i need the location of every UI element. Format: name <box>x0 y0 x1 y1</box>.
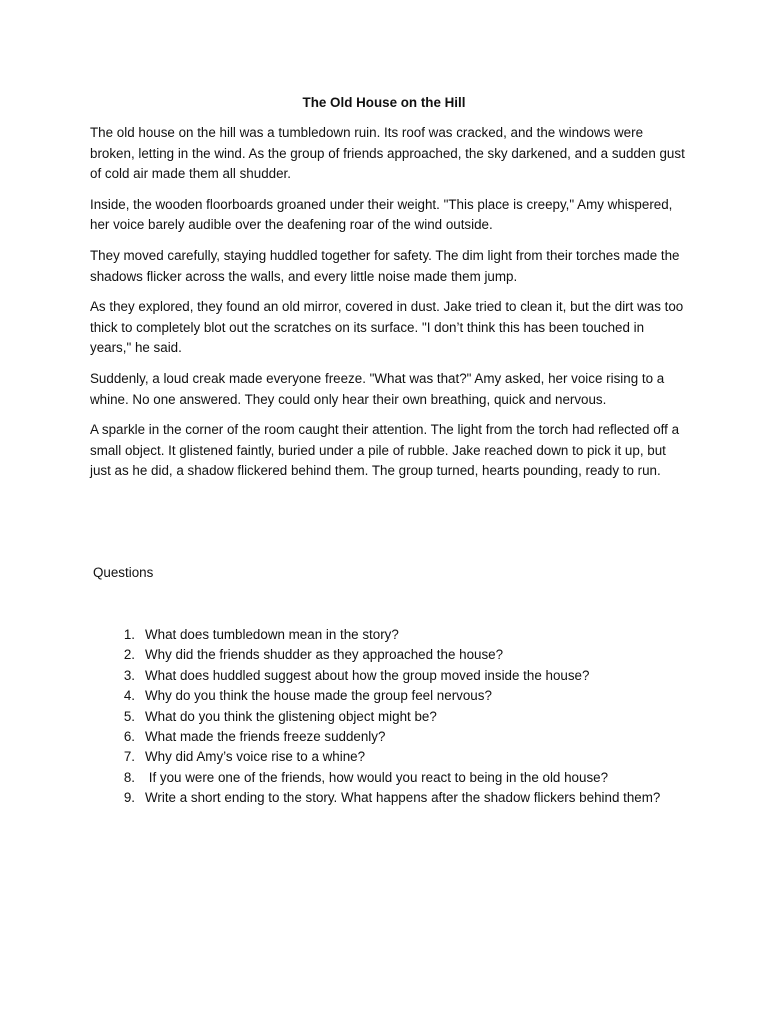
question-list <box>105 625 685 809</box>
story-paragraph: Suddenly, a loud creak made everyone freeze. "What was that?" Amy asked, her voice rising to a whine. No one answered. They could only hear their own breathing, quick and nervous. <box>90 370 665 407</box>
question-text: Why do you think the house made the group feel nervous? <box>145 688 492 704</box>
story-paragraph: The old house on the hill was a tumbledown ruin. Its roof was cracked, and the windows were broken, letting in the wind. As the group of friends approached, the sky darkened, and a sudden gust of cold air made them all shudder. <box>90 125 685 182</box>
story-paragraph: A sparkle in the corner of the room caught their attention. The light from the torch had reflected off a small object. It glistened faintly, buried under a pile of rubble. Jake reached down to pick it up, but just as he did, a shadow flickered behind them. The group turned, hearts pounding, ready to run. <box>90 422 680 479</box>
question-item <box>105 788 685 808</box>
question-text: Why did the friends shudder as they approached the house? <box>145 647 504 663</box>
document-title: The Old House on the Hill <box>302 95 466 110</box>
question-text: What do you think the glistening object might be? <box>145 708 437 724</box>
question-item <box>105 666 685 686</box>
question-number: 6. <box>123 729 135 745</box>
question-text: What made the friends freeze suddenly? <box>145 729 386 745</box>
question-item <box>105 747 685 767</box>
question-item <box>105 707 685 727</box>
story-paragraph: As they explored, they found an old mirror, covered in dust. Jake tried to clean it, but the dirt was too thick to completely blot out the scratches on its surface. "I don’t think this has been touched in years," he said. <box>90 299 684 356</box>
story-body <box>90 123 686 492</box>
question-item <box>105 686 685 706</box>
question-item <box>105 768 685 788</box>
question-number: 3. <box>123 667 135 683</box>
story-paragraph: Inside, the wooden floorboards groaned under their weight. "This place is creepy," Amy whispered, her voice barely audible over the deafening roar of the wind outside. <box>90 196 673 233</box>
question-number: 8. <box>123 769 135 785</box>
question-item <box>105 625 685 645</box>
question-text: What does huddled suggest about how the group moved inside the house? <box>145 667 590 683</box>
question-number: 7. <box>123 749 135 765</box>
question-text: Write a short ending to the story. What happens after the shadow flickers behind them? <box>145 790 661 806</box>
question-text: What does tumbledown mean in the story? <box>145 627 399 642</box>
question-number: 9. <box>123 790 135 806</box>
question-number: 4. <box>123 688 135 704</box>
question-number: 5. <box>123 708 135 724</box>
question-item <box>105 645 685 665</box>
question-text: Why did Amy’s voice rise to a whine? <box>145 749 366 765</box>
question-text: If you were one of the friends, how would you react to being in the old house? <box>145 769 609 785</box>
story-paragraph: They moved carefully, staying huddled together for safety. The dim light from their torches made the shadows flicker across the walls, and every little noise made them jump. <box>90 247 680 284</box>
questions-heading: Questions <box>93 565 154 580</box>
question-item <box>105 727 685 747</box>
question-number: 2. <box>123 647 135 663</box>
question-number: 1. <box>123 627 135 642</box>
